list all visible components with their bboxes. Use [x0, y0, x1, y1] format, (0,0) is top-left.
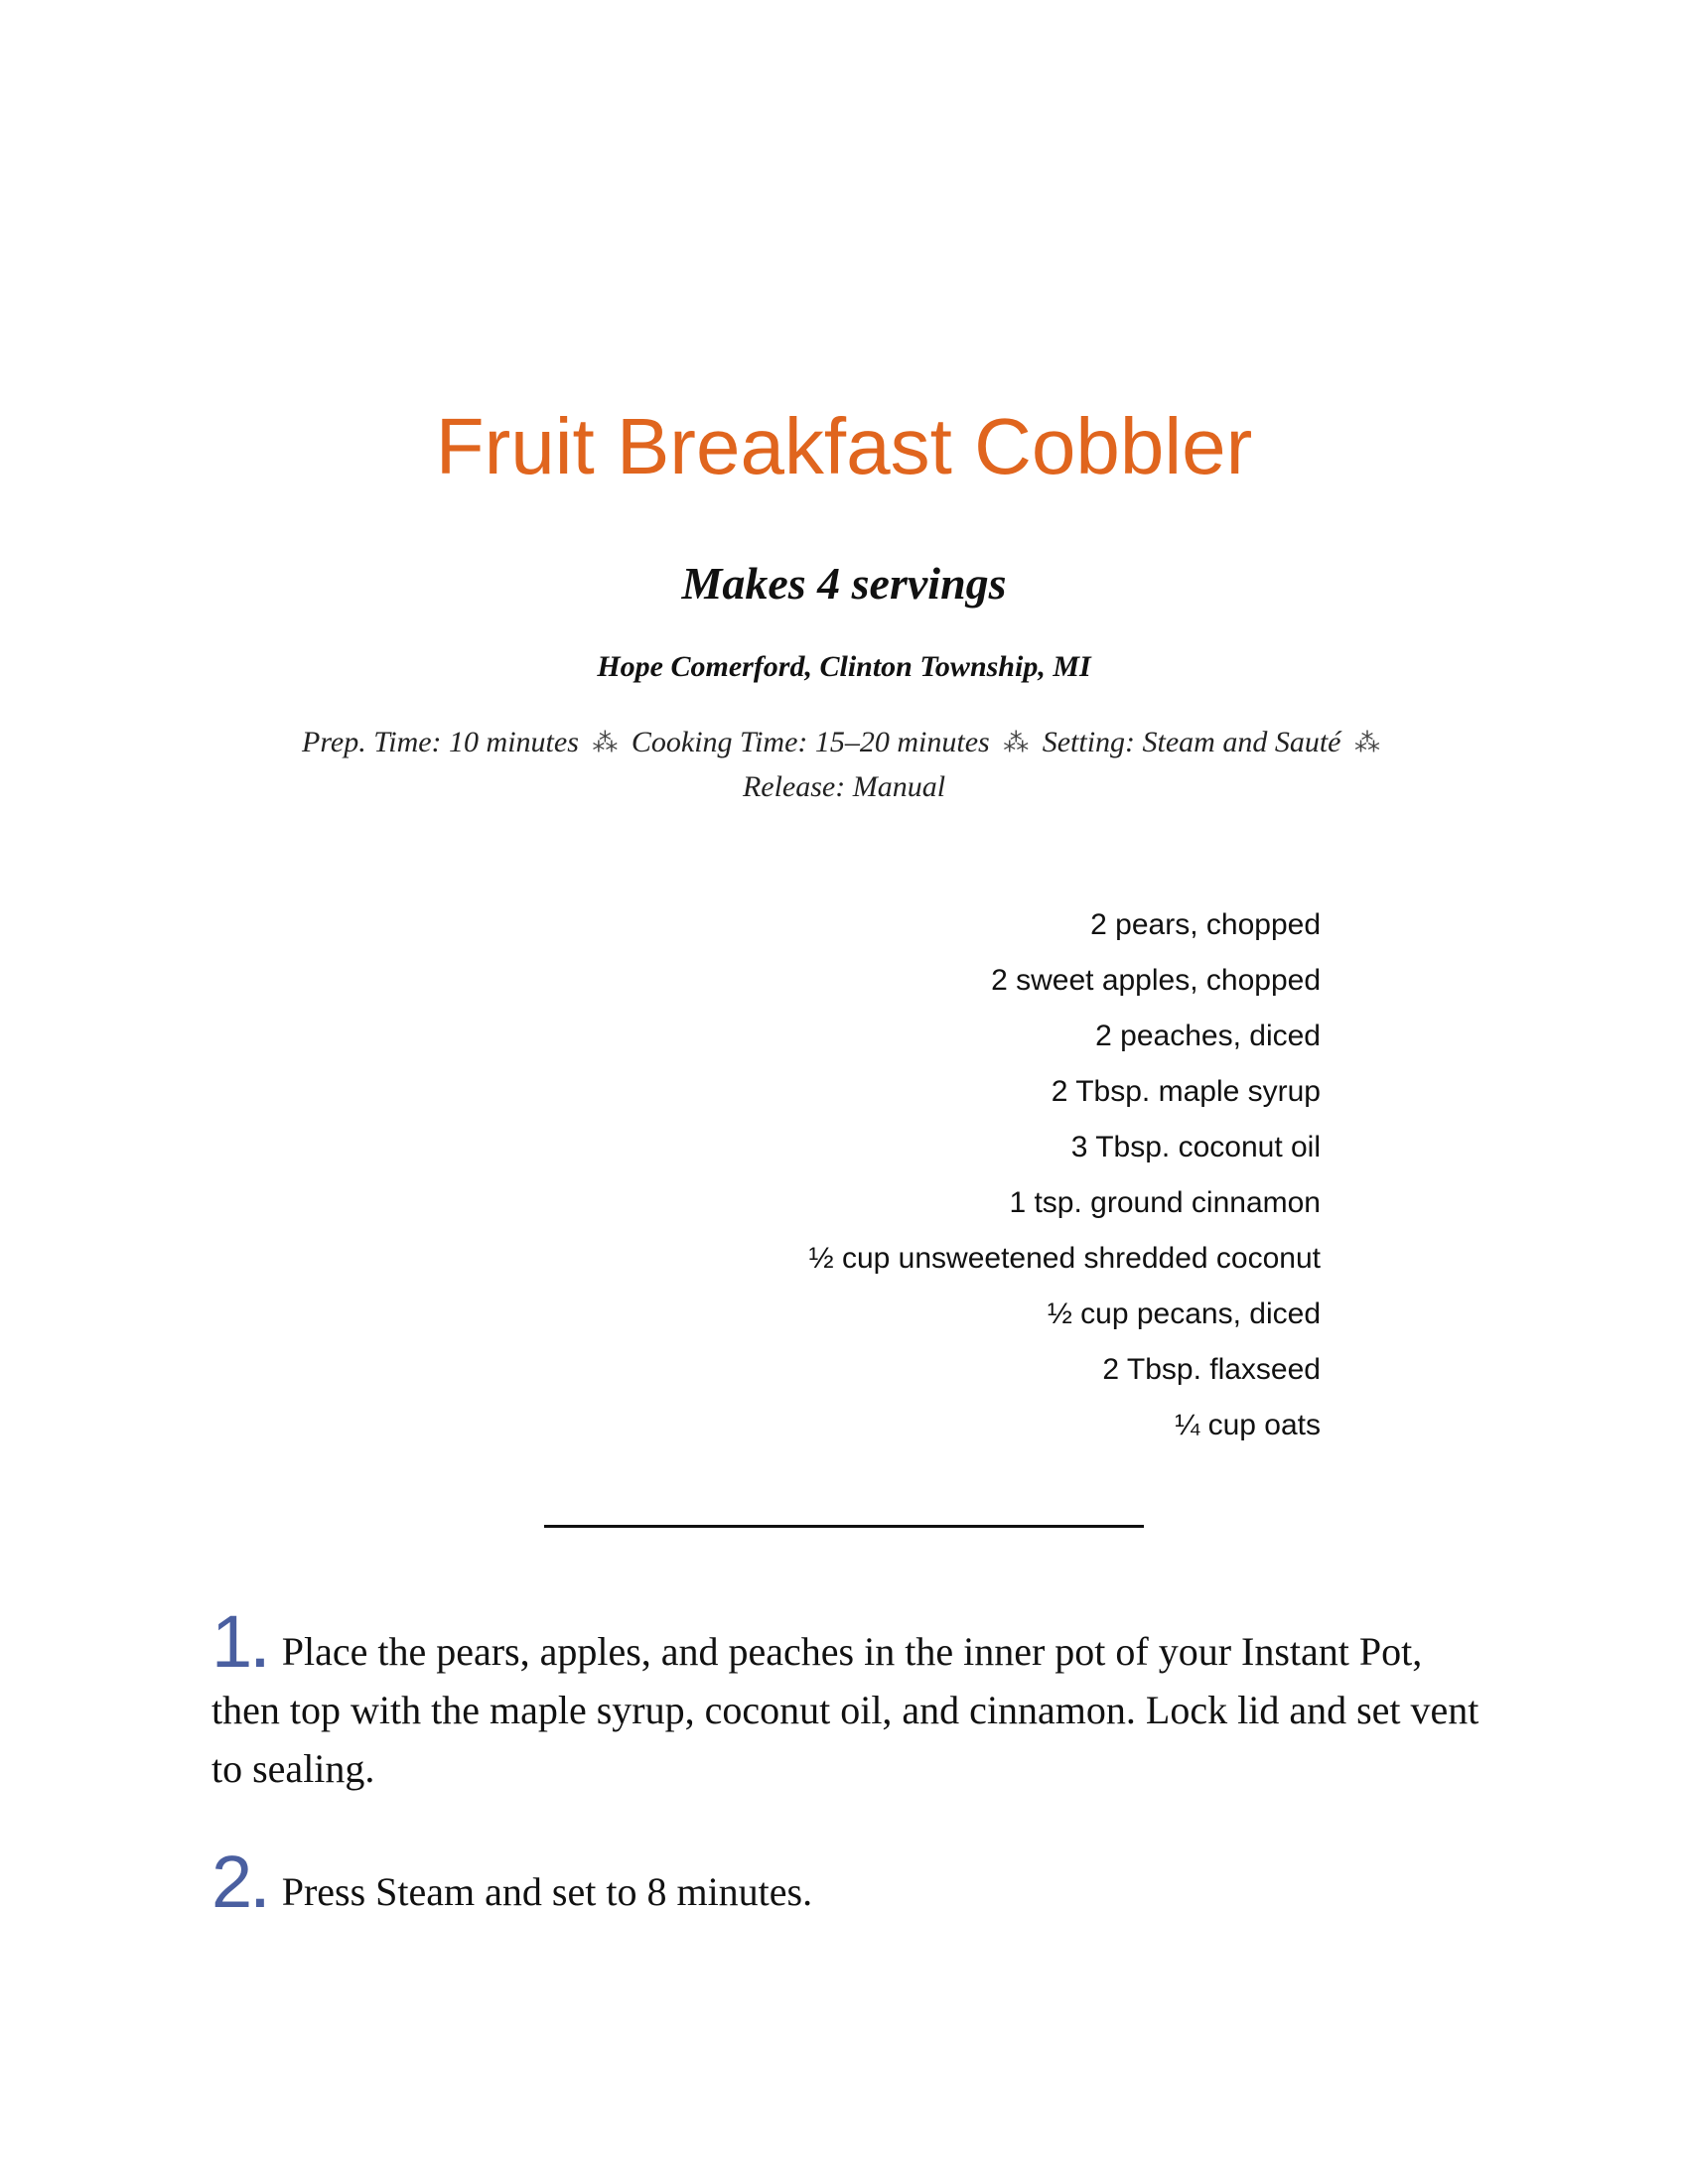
- ingredient-item: 1 tsp. ground cinnamon: [1009, 1186, 1321, 1219]
- step-number: [211, 1600, 268, 1683]
- instruction-step: [211, 1600, 1492, 1798]
- recipe-yield: Makes 4 servings: [681, 558, 1007, 609]
- ingredient-item: 3 Tbsp. coconut oil: [1070, 1131, 1321, 1163]
- ingredient-item: ½ cup unsweetened shredded coconut: [808, 1242, 1321, 1275]
- ingredient-item: 2 Tbsp. maple syrup: [1051, 1075, 1321, 1108]
- step-number-dot: .: [252, 1616, 268, 1679]
- step-number-dot: .: [252, 1856, 268, 1919]
- ingredient-item: 2 Tbsp. flaxseed: [1102, 1353, 1321, 1386]
- step-number-digit: 2: [211, 1841, 253, 1923]
- recipe-author: Hope Comerford, Clinton Township, MI: [597, 650, 1091, 683]
- setting: Setting: Steam and Sauté: [1042, 726, 1341, 758]
- separator-icon: ⁂: [592, 729, 619, 757]
- ingredient-item: 2 pears, chopped: [1090, 908, 1321, 941]
- separator-icon: ⁂: [1003, 729, 1030, 757]
- cooking-time: Cooking Time: 15–20 minutes: [631, 726, 990, 758]
- recipe-title: Fruit Breakfast Cobbler: [435, 402, 1253, 490]
- release: Release: Manual: [742, 770, 946, 803]
- ingredient-list: [427, 897, 1321, 1453]
- step-text: Place the pears, apples, and peaches in the inner pot of your Instant Pot, then top with the maple syrup, coconut oil, and cinnamon. Lock lid and set vent to sealing.: [211, 1629, 1479, 1791]
- prep-time: Prep. Time: 10 minutes: [302, 726, 579, 758]
- recipe-meta: [248, 721, 1440, 809]
- ingredient-item: 2 sweet apples, chopped: [991, 964, 1321, 997]
- ingredient-item: ½ cup pecans, diced: [1047, 1297, 1321, 1330]
- separator-icon: ⁂: [1353, 729, 1380, 757]
- ingredient-item: 2 peaches, diced: [1095, 1020, 1321, 1052]
- step-text: Press Steam and set to 8 minutes.: [281, 1869, 813, 1914]
- step-number-digit: 1: [211, 1600, 253, 1683]
- instruction-step: [211, 1841, 1492, 1923]
- section-divider: [544, 1525, 1144, 1528]
- ingredient-item: ¼ cup oats: [1175, 1409, 1321, 1441]
- step-number: [211, 1841, 268, 1923]
